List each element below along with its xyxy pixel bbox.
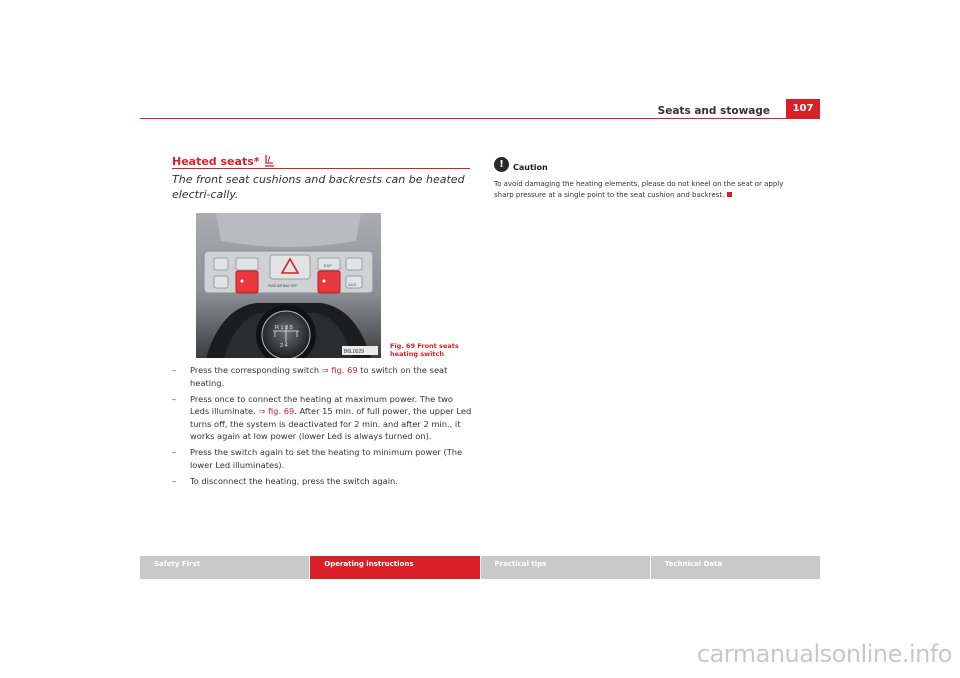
section-title <box>172 154 275 168</box>
tab-operating-instructions[interactable]: Operating instructions <box>310 556 479 579</box>
figure-caption-line1: Fig. 69 Front seats <box>390 342 459 350</box>
page-header-title: Seats and stowage <box>657 105 770 117</box>
site-watermark: carmanualsonline.info <box>696 640 952 668</box>
figure-caption-line2: heating switch <box>390 350 444 358</box>
footer-navigation <box>140 556 820 579</box>
section-divider <box>172 168 470 169</box>
figure-caption <box>390 342 459 358</box>
panel-label-aux: AUX <box>348 282 357 287</box>
console-illustration <box>196 213 381 358</box>
section-intro: The front seat cushions and backrests can be heated electri-cally. <box>172 173 465 201</box>
gear-pattern-bottom: 2 4 <box>280 343 288 349</box>
gear-pattern-top: R 1 3 5 <box>275 325 293 331</box>
header-divider <box>140 118 820 119</box>
caution-title: Caution <box>513 163 548 172</box>
exclamation-icon: ! <box>494 157 509 172</box>
list-item: – To disconnect the heating, press the switch again. <box>172 475 398 486</box>
page-number: 107 <box>786 99 820 118</box>
section-end-marker <box>727 192 732 197</box>
figure-image-code: B6L0029 <box>344 349 365 355</box>
figure-front-seats-heating-switch <box>196 213 381 358</box>
tab-technical-data[interactable]: Technical Data <box>651 556 820 579</box>
figure-reference-link[interactable]: ⇒ fig. 69 <box>321 365 358 375</box>
list-item: – Press the switch again to set the heating to minimum power (The lower Led illuminates). <box>172 447 463 470</box>
caution-text: To avoid damaging the heating elements, please do not kneel on the seat or apply sharp pressure at a single point to the seat cushion and backrest. <box>494 180 784 199</box>
instruction-list <box>172 364 472 491</box>
panel-label-esp: ESP <box>324 263 333 268</box>
tab-safety-first[interactable]: Safety First <box>140 556 309 579</box>
figure-reference-link[interactable]: ⇒ fig. 69 <box>258 406 295 416</box>
list-item: – Press the corresponding switch ⇒ fig. 69 to switch on the seat heating. <box>172 365 448 388</box>
list-item: – Press once to connect the heating at maximum power. The two Leds illuminate. ⇒ fig. 69. After 15 min. of full power, the upper Led turns off, the system is deactivated for 2 min. and after 2 min., it works again at low power (lower Led is always turned on). <box>172 393 472 441</box>
section-title-text: Heated seats* <box>172 154 260 168</box>
caution-heading <box>494 157 548 172</box>
tab-practical-tips[interactable]: Practical tips <box>481 556 650 579</box>
heated-seat-icon <box>263 154 275 168</box>
panel-label-pass-airbag: PASS AIR BAG OFF <box>268 284 298 288</box>
